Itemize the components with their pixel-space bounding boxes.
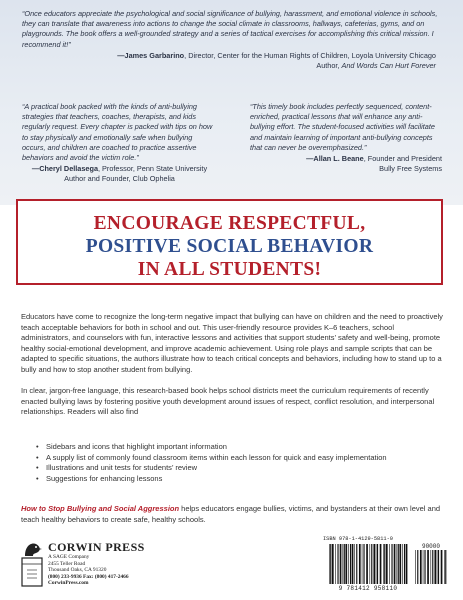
testimonial-garbarino [22,9,442,71]
feature-list [36,442,436,484]
barcode-bar [389,544,390,584]
barcode-bar [329,544,330,584]
publisher-name: CORWIN PRESS [48,540,145,554]
list-item: • Suggestions for enhancing lessons [36,473,163,483]
barcode-bar [399,544,401,584]
list-item: • Illustrations and unit tests for students’ review [36,463,198,473]
headline-line-2: POSITIVE SOCIAL BEHAVIOR [85,236,374,257]
barcode-bar [423,550,424,584]
barcode-bar [391,544,392,584]
quote-text: “Once educators appreciate the psychological and social significance of bullying, harassment, and emotional violence in schools, they can translate that awareness into actions to change the social climate in classrooms, hallways, cafeterias, gyms, and on playgrounds. The book offers a well-grounded strategy and a series of tactical exercises for accomplishing this critical mission. I recommend it!” [22,9,438,49]
barcode-bar [376,544,377,584]
publisher-city: Thousand Oaks, CA 91320 [48,567,107,573]
barcode-bar [344,544,345,584]
barcode-bar [377,544,378,584]
headline-line-3: IN ALL STUDENTS! [137,259,322,280]
barcode-bar [431,550,432,584]
barcode-bar [384,544,385,584]
quote-attribution: —James Garbarino, Director, Center for the Human Rights of Children, Loyola University Chicago Author, And Words Can Hurt Forever [117,50,436,71]
quote-attribution: —Allan L. Beane, Founder and President Bully Free Systems [306,154,442,174]
closing-paragraph: How to Stop Bullying and Social Aggression helps educators engage bullies, victims, and bystanders at their own level and teach healthy behaviors to create safe, healthy schools. [21,504,441,524]
barcode-area [323,536,449,596]
quote-author: —Allan L. Beane [306,154,364,164]
barcode-bar [394,544,396,584]
publisher-phone: (800) 233-9936 Fax: (800) 417-2466 [48,573,129,580]
barcode-bar [350,544,351,584]
barcode-bar [420,550,422,584]
barcode-bar [397,544,398,584]
barcode-bar [370,544,371,584]
barcode-bar [362,544,363,584]
quote-author: —Cheryl Dellasega [31,164,98,174]
publisher-website: CorwinPress.com [48,580,89,586]
barcode-bar [386,544,388,584]
publisher-block [21,540,221,596]
publisher-line: A SAGE Company [48,554,90,560]
barcode-bar [345,544,347,584]
headline-box [16,199,443,285]
publisher-address: 2455 Teller Road [48,560,86,567]
quote-text: “A practical book packed with the kinds of anti-bullying strategies that teachers, coaches, therapists, and kids regularly request. Every chapter is packed with tips on how to stay physically and emotionally safe when bullying occurs, and children are coached to practice assertive behaviors and avoid the victim role.” [22,102,213,163]
barcode-icon [329,544,409,584]
barcode-bar [432,550,433,584]
barcode-bar [445,550,446,584]
list-item: • A supply list of commonly found classroom items within each lesson for quick and easy implementation [36,452,387,462]
barcode-bar [398,544,399,584]
barcode-bar [359,544,361,584]
barcode-bar [424,550,425,584]
barcode-bar [332,544,334,584]
barcode-bar [348,544,349,584]
barcode-bar [417,550,418,584]
testimonial-dellasega [22,102,217,185]
quote-text: “This timely book includes perfectly sequenced, content-enriched, practical lessons that will enhance any anti-bullying effort. The student-focused activities will facilitate and maintain learning of important anti-bullying concepts that can never be overemphasized.” [250,102,435,152]
headline-line-1: ENCOURAGE RESPECTFUL, [93,213,366,234]
barcode-bar [434,550,436,584]
barcode-bar [340,544,342,584]
barcode-bar [437,550,438,584]
barcode-bar [343,544,344,584]
barcode-bar [402,544,403,584]
barcode-bar [337,544,338,584]
barcode-bar [406,544,408,584]
book-title: How to Stop Bullying and Social Aggression [21,504,180,513]
list-item: • Sidebars and icons that highlight important information [36,442,227,451]
barcode-bar [438,550,439,584]
testimonial-beane [250,102,442,174]
barcode-bar [415,550,416,584]
barcode-bar [354,544,355,584]
barcode-bar [352,544,354,584]
barcode-bar [363,544,364,584]
barcode-addon-icon [415,550,447,584]
barcode-bar [380,544,382,584]
quote-author: —James Garbarino [117,50,185,60]
bullet-icon: • [36,463,39,473]
barcode-bar [356,544,357,584]
bullet-icon: • [36,442,39,451]
quote-book: And Words Can Hurt Forever [341,61,436,71]
isbn-text: ISBN 978-1-4129-5811-0 [323,536,393,542]
barcode-bar [366,544,368,584]
barcode-bar [444,550,445,584]
barcode-bar [404,544,405,584]
description-paragraph-1: Educators have come to recognize the long-term negative impact that bullying can have on children and the need to proactively teach acceptable behaviors for both in school and out. This user-friendly resource provides K–6 teachers, school administrators, and counselors with fun, interactive lessons and activities that support students’ safety and well-being, promote healthy social-emotional development, and improve academic achievement. Using role plays and sample scripts that can be adapted to specific situations, the authors illustrate how to teach critical concepts and behaviors, including how to stand up to a bully and how to stop another student from bullying. [21,312,443,374]
barcode-bar [330,544,331,584]
barcode-bar [427,550,429,584]
barcode-bar [383,544,384,584]
barcode-digits: 9 781412 958110 [338,585,398,592]
barcode-bar [441,550,443,584]
barcode-bar [373,544,375,584]
bullet-icon: • [36,452,39,462]
quote-attribution: —Cheryl Dellasega, Professor, Penn State University Author and Founder, Club Ophelia [31,164,208,184]
barcode-bar [371,544,372,584]
bullet-icon: • [36,473,39,483]
barcode-addon-number: 90000 [421,543,440,550]
corwin-logo-icon [21,540,43,588]
description-paragraph-2: In clear, jargon-free language, this research-based book helps school districts meet the curriculum requirements of recently enacted bullying laws by fostering positive youth development around issues of respect, conflict resolution, and interpersonal relationships. Readers will also find [21,386,435,417]
barcode-bar [335,544,336,584]
